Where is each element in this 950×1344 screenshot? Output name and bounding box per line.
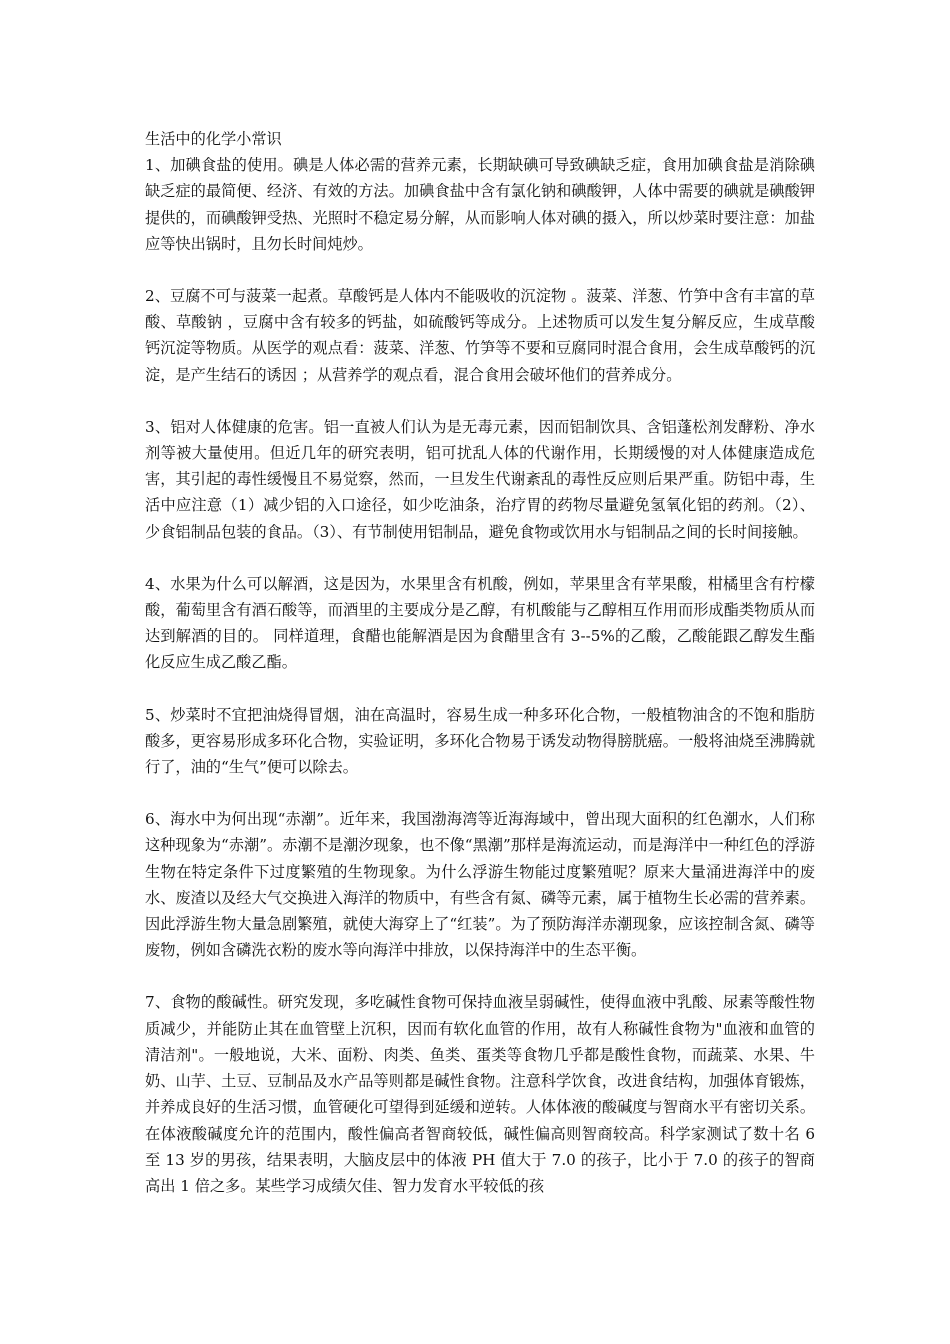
- paragraph-spacer: [145, 963, 815, 989]
- paragraph-cooking-oil: 5、炒菜时不宜把油烧得冒烟，油在高温时，容易生成一种多环化合物，一般植物油含的不饱和脂肪酸多，更容易形成多环化合物，实验证明，多环化合物易于诱发动物得膀胱癌。一般将油烧至沸腾就行了，油的“生气”便可以除去。: [145, 705, 815, 777]
- paragraph-red-tide: 6、海水中为何出现“赤潮”。近年来，我国渤海湾等近海海域中，曾出现大面积的红色潮水，人们称这种现象为“赤潮”。赤潮不是潮汐现象，也不像“黑潮”那样是海流运动，而是海洋中一种红色的浮游生物在特定条件下过度繁殖的生物现象。为什么浮游生物能过度繁殖呢？原来大量涌进海洋中的废水、废渣以及经大气交换进入海洋的物质中，有些含有氮、磷等元素，属于植物生长必需的营养素。因此浮游生物大量急剧繁殖，就使大海穿上了“红装”。为了预防海洋赤潮现象，应该控制含氮、磷等废物，例如含磷洗衣粉的废水等向海洋中排放，以保持海洋中的生态平衡。: [145, 810, 815, 960]
- paragraph-spacer: [145, 545, 815, 571]
- paragraph-food-acidity: 7、食物的酸碱性。研究发现，多吃碱性食物可保持血液呈弱碱性，使得血液中乳酸、尿素等酸性物质减少，并能防止其在血管壁上沉积，因而有软化血管的作用，故有人称碱性食物为"血液和血管的清洁剂"。一般地说，大米、面粉、肉类、鱼类、蛋类等食物几乎都是酸性食物，而蔬菜、水果、牛奶、山芋、土豆、豆制品及水产品等则都是碱性食物。注意科学饮食，改进食结构，加强体育锻炼，并养成良好的生活习惯，血管硬化可望得到延缓和逆转。人体体液的酸碱度与智商水平有密切关系。在体液酸碱度允许的范围内，酸性偏高者智商较低，碱性偏高则智商较高。科学家测试了数十名 6 至 13 岁的男孩，结果表明，大脑皮层中的体液 PH 值大于 7.0 的孩子，比小于 7.0 的孩子的智商高出 1 倍之多。某些学习成绩欠佳、智力发育水平较低的孩: [145, 993, 815, 1195]
- paragraph-spacer: [145, 676, 815, 702]
- paragraph-spacer: [145, 780, 815, 806]
- paragraph-tofu-spinach: 2、豆腐不可与菠菜一起煮。草酸钙是人体内不能吸收的沉淀物 。菠菜、洋葱、竹笋中含有丰富的草酸、草酸钠 ，豆腐中含有较多的钙盐，如硫酸钙等成分。上述物质可以发生复分解反应，生成草酸钙沉淀等物质。从医学的观点看：菠菜、洋葱、竹笋等不要和豆腐同时混合食用，会生成草酸钙的沉淀，是产生结石的诱因 ；从营养学的观点看，混合食用会破坏他们的营养成分。: [145, 287, 815, 384]
- document-body: [145, 126, 815, 1199]
- paragraph-fruit-hangover: 4、水果为什么可以解酒，这是因为，水果里含有机酸，例如，苹果里含有苹果酸，柑橘里含有柠檬酸，葡萄里含有酒石酸等，而酒里的主要成分是乙醇，有机酸能与乙醇相互作用而形成酯类物质从而达到解酒的目的。 同样道理，食醋也能解酒是因为食醋里含有 3--5%的乙酸，乙酸能跟乙醇发生酯化反应生成乙酸乙酯。: [145, 574, 815, 672]
- paragraph-iodized-salt: 1、加碘食盐的使用。碘是人体必需的营养元素，长期缺碘可导致碘缺乏症，食用加碘食盐是消除碘缺乏症的最简便、经济、有效的方法。加碘食盐中含有氯化钠和碘酸钾，人体中需要的碘就是碘酸钾提供的，而碘酸钾受热、光照时不稳定易分解，从而影响人体对碘的摄入，所以炒菜时要注意：加盐应等快出锅时，且勿长时间炖炒。: [145, 156, 815, 253]
- paragraph-spacer: [145, 388, 815, 414]
- document-title: 生活中的化学小常识: [145, 130, 282, 148]
- paragraph-spacer: [145, 257, 815, 283]
- paragraph-aluminum: 3、铝对人体健康的危害。铝一直被人们认为是无毒元素，因而铝制饮具、含铝蓬松剂发酵粉、净水剂等被大量使用。但近几年的研究表明，铝可扰乱人体的代谢作用，长期缓慢的对人体健康造成危害，其引起的毒性缓慢且不易觉察，然而，一旦发生代谢紊乱的毒性反应则后果严重。防铝中毒，生活中应注意（1）减少铝的入口途径，如少吃油条，治疗胃的药物尽量避免氢氧化铝的药剂。（2）、少食铝制品包装的食品。（3）、有节制使用铝制品，避免食物或饮用水与铝制品之间的长时间接触。: [145, 417, 815, 541]
